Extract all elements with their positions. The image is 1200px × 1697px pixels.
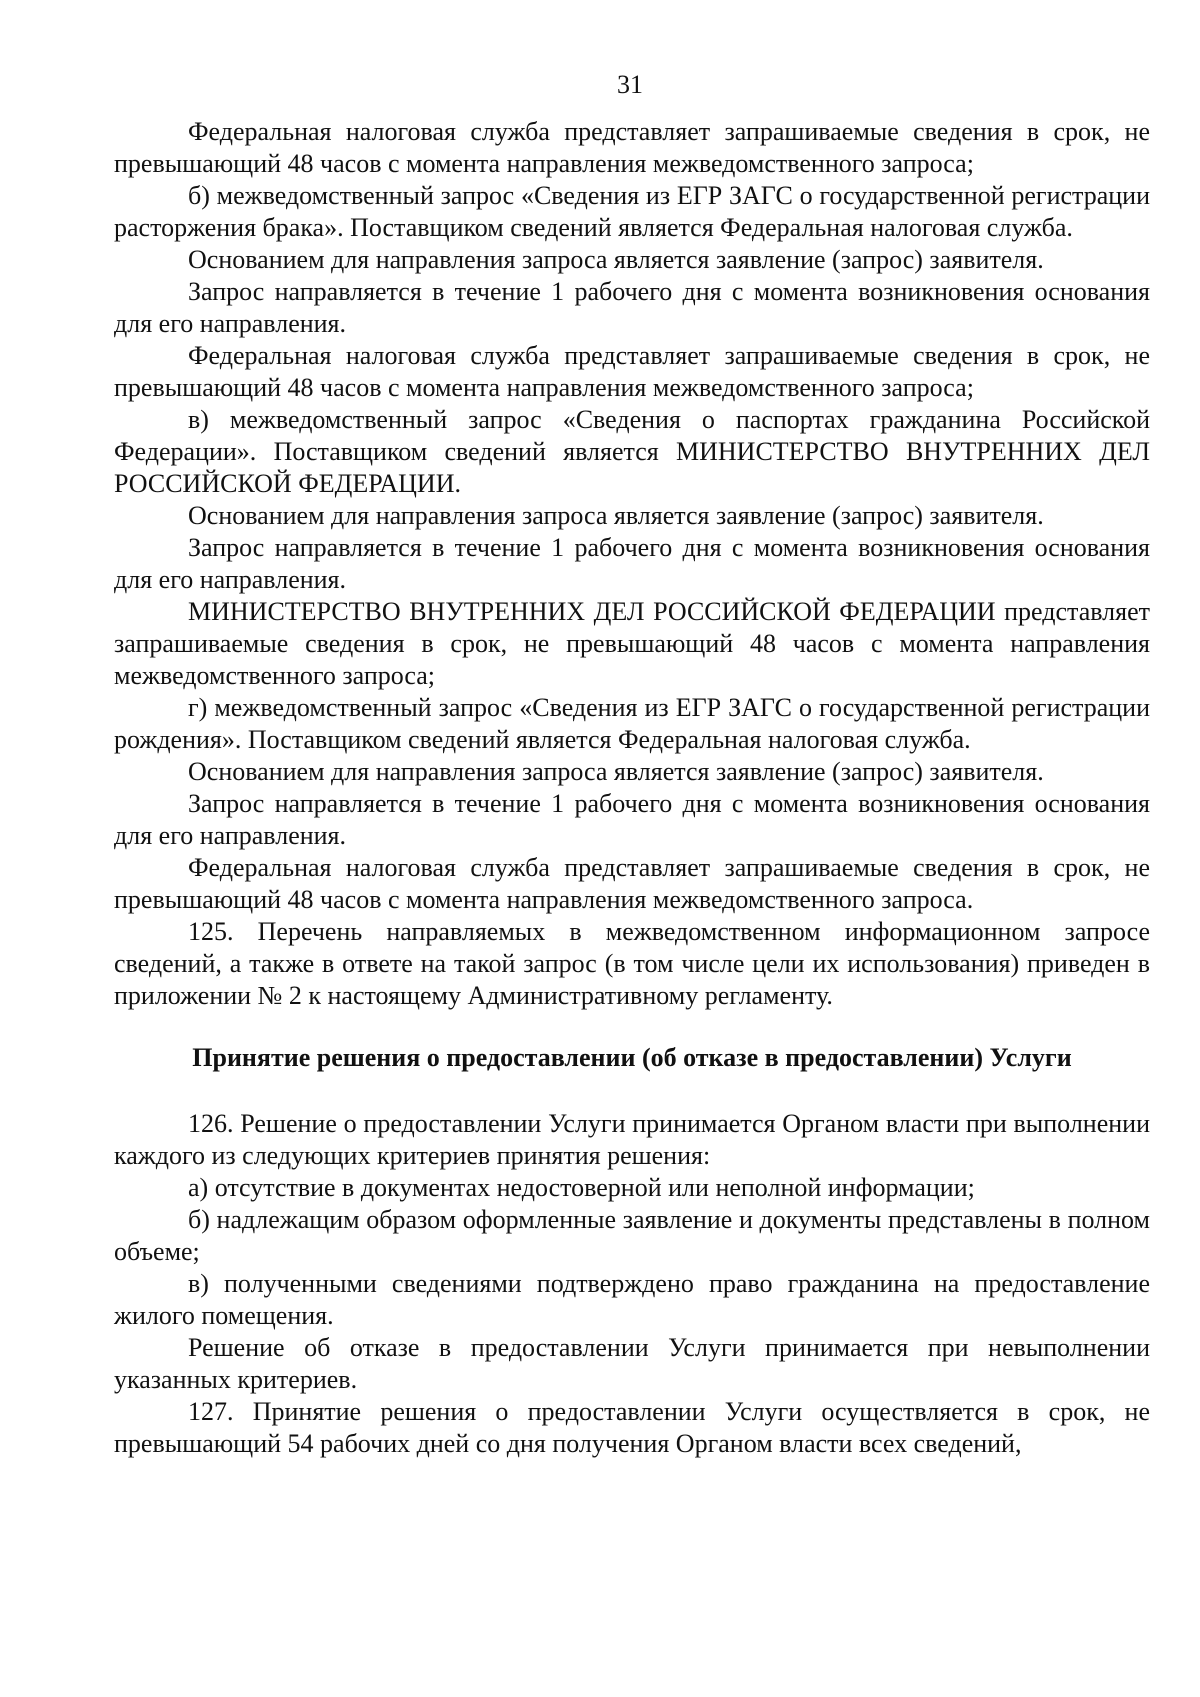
paragraph: а) отсутствие в документах недостоверной или неполной информации; [188, 1173, 975, 1202]
paragraph: 127. Принятие решения о предоставлении Услуги осуществляется в срок, не превышающий 54 рабочих дней со дня получения Органом власти всех сведений, [114, 1397, 1150, 1458]
paragraph: МИНИСТЕРСТВО ВНУТРЕННИХ ДЕЛ РОССИЙСКОЙ ФЕДЕРАЦИИ представляет запрашиваемые сведения в срок, не превышающий 48 часов с момента направления межведомственного запроса; [114, 597, 1150, 690]
paragraph: Решение об отказе в предоставлении Услуги принимается при невыполнении указанных критериев. [114, 1333, 1150, 1394]
paragraph: 125. Перечень направляемых в межведомственном информационном запросе сведений, а также в ответе на такой запрос (в том числе цели их использования) приведен в приложении № 2 к настоящему Административному регламенту. [114, 917, 1150, 1010]
paragraph: б) надлежащим образом оформленные заявление и документы представлены в полном объеме; [114, 1205, 1150, 1266]
paragraph: г) межведомственный запрос «Сведения из ЕГР ЗАГС о государственной регистрации рождения». Поставщиком сведений является Федеральная налоговая служба. [114, 693, 1150, 754]
paragraph: Основанием для направления запроса является заявление (запрос) заявителя. [188, 757, 1044, 786]
paragraph: Федеральная налоговая служба представляет запрашиваемые сведения в срок, не превышающий 48 часов с момента направления межведомственного запроса; [114, 117, 1150, 178]
paragraph: Основанием для направления запроса является заявление (запрос) заявителя. [188, 501, 1044, 530]
paragraph: Федеральная налоговая служба представляет запрашиваемые сведения в срок, не превышающий 48 часов с момента направления межведомственного запроса; [114, 341, 1150, 402]
page-number: 31 [617, 70, 643, 99]
section-heading: Принятие решения о предоставлении (об отказе в предоставлении) Услуги [192, 1043, 1072, 1072]
paragraph: в) межведомственный запрос «Сведения о паспортах гражданина Российской Федерации». Поставщиком сведений является МИНИСТЕРСТВО ВНУТРЕННИХ ДЕЛ РОССИЙСКОЙ ФЕДЕРАЦИИ. [114, 405, 1150, 498]
paragraph: Основанием для направления запроса является заявление (запрос) заявителя. [188, 245, 1044, 274]
paragraph: Федеральная налоговая служба представляет запрашиваемые сведения в срок, не превышающий 48 часов с момента направления межведомственного запроса. [114, 853, 1150, 914]
paragraph: Запрос направляется в течение 1 рабочего дня с момента возникновения основания для его направления. [114, 277, 1150, 338]
document-body [114, 116, 1150, 1460]
paragraph: 126. Решение о предоставлении Услуги принимается Органом власти при выполнении каждого из следующих критериев принятия решения: [114, 1109, 1150, 1170]
paragraph: Запрос направляется в течение 1 рабочего дня с момента возникновения основания для его направления. [114, 789, 1150, 850]
paragraph: б) межведомственный запрос «Сведения из ЕГР ЗАГС о государственной регистрации расторжения брака». Поставщиком сведений является Федеральная налоговая служба. [114, 181, 1150, 242]
paragraph: в) полученными сведениями подтверждено право гражданина на предоставление жилого помещения. [114, 1269, 1150, 1330]
paragraph: Запрос направляется в течение 1 рабочего дня с момента возникновения основания для его направления. [114, 533, 1150, 594]
